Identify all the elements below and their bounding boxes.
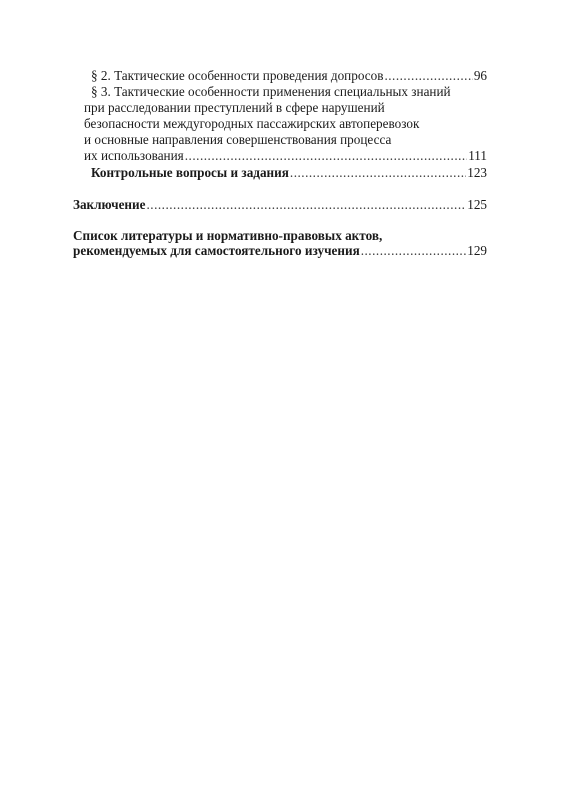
toc-entry-bibliography[interactable]: [73, 243, 487, 259]
toc-page-number: 96: [473, 68, 487, 83]
toc-entry-title: Заключение: [73, 197, 146, 212]
toc-entry-title: § 2. Тактические особенности проведения допросов: [91, 68, 384, 83]
toc-entry-section-3-line-3: безопасности междугородных пассажирских автоперевозок: [84, 116, 420, 131]
dot-leader: [290, 165, 466, 181]
dot-leader: [361, 243, 467, 259]
toc-page-number: 111: [468, 148, 487, 163]
dot-leader: [185, 148, 467, 164]
toc-page-number: 129: [467, 243, 487, 258]
toc-entry-title: Контрольные вопросы и задания: [91, 165, 289, 180]
toc-entry-title: их использования: [84, 148, 184, 163]
toc-entry-section-3-line-2: при расследовании преступлений в сфере нарушений: [84, 100, 385, 115]
toc-entry-control-questions[interactable]: [91, 165, 487, 181]
toc-entry-section-2[interactable]: [91, 68, 487, 84]
toc-page-number: 125: [467, 197, 487, 212]
toc-page-number: 123: [467, 165, 487, 180]
dot-leader: [384, 68, 472, 84]
dot-leader: [146, 197, 466, 213]
toc-entry-section-3-line-4: и основные направления совершенствования процесса: [84, 132, 392, 147]
toc-entry-title: рекомендуемых для самостоятельного изучения: [73, 243, 360, 258]
toc-entry-conclusion[interactable]: [73, 197, 487, 213]
toc-entry-bibliography-line-1: Список литературы и нормативно-правовых актов,: [73, 228, 383, 243]
toc-entry-section-3[interactable]: [84, 148, 487, 164]
toc-entry-section-3-line-1: § 3. Тактические особенности применения специальных знаний: [91, 84, 451, 99]
